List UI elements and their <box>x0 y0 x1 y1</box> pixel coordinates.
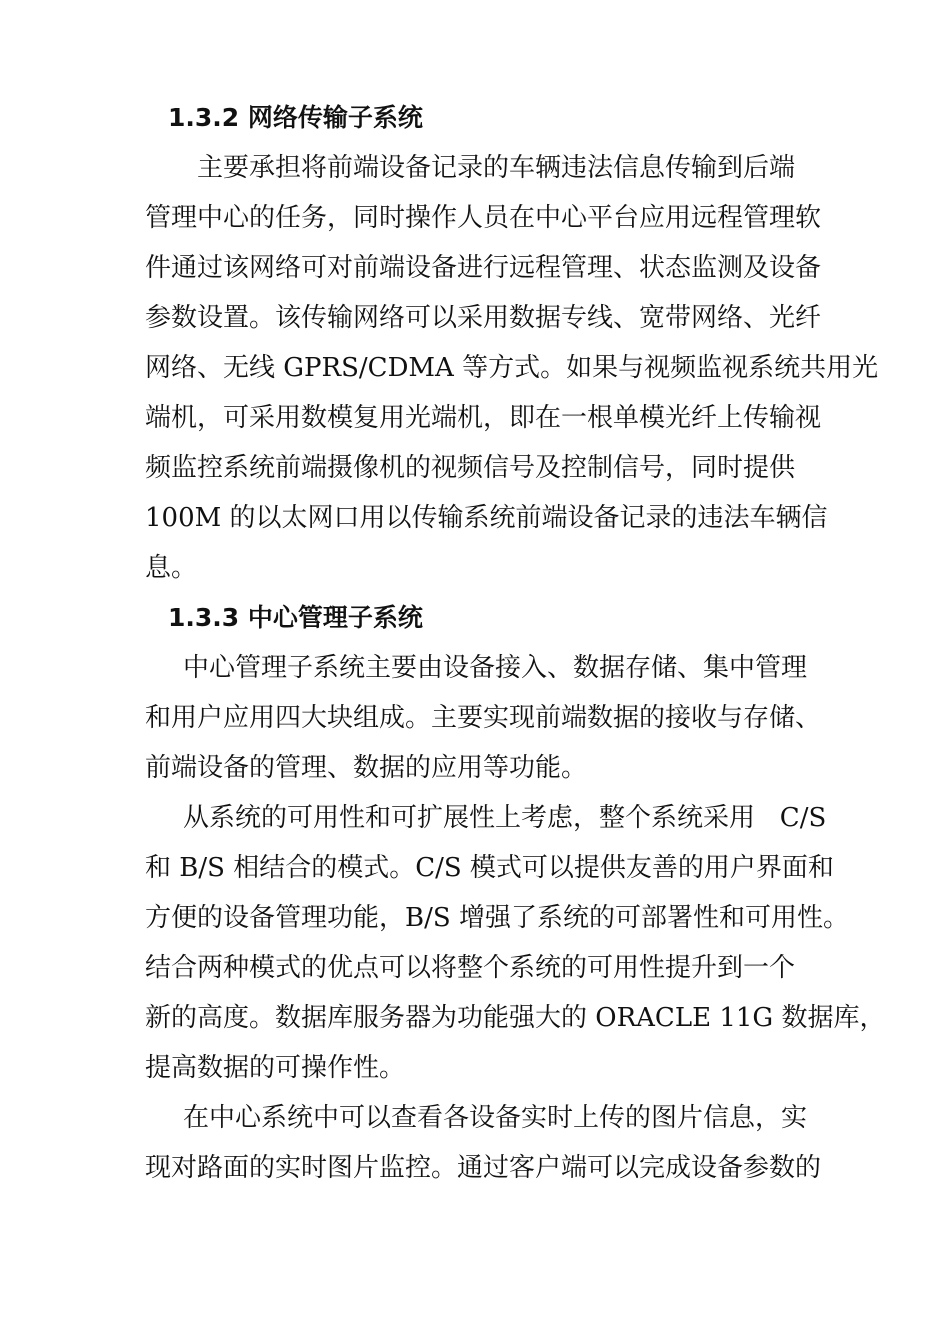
paragraph-line: 现对路面的实时图片监控。通过客户端可以完成设备参数的 <box>145 1153 822 1183</box>
paragraph-line: 结合两种模式的优点可以将整个系统的可用性提升到一个 <box>145 953 796 983</box>
paragraph-line: 参数设置。该传输网络可以采用数据专线、宽带网络、光纤 <box>145 303 822 333</box>
paragraph-line: 和 B/S 相结合的模式。C/S 模式可以提供友善的用户界面和 <box>145 853 834 883</box>
paragraph-line: 管理中心的任务，同时操作人员在中心平台应用远程管理软 <box>145 203 822 233</box>
paragraph-line: 提高数据的可操作性。 <box>145 1053 406 1083</box>
paragraph-line: 中心管理子系统主要由设备接入、数据存储、集中管理 <box>183 653 808 683</box>
paragraph-line: 和用户应用四大块组成。主要实现前端数据的接收与存储、 <box>145 703 822 733</box>
paragraph-line: 端机，可采用数模复用光端机，即在一根单模光纤上传输视 <box>145 403 822 433</box>
paragraph-line: 100M 的以太网口用以传输系统前端设备记录的违法车辆信 <box>145 503 828 533</box>
paragraph-line: 从系统的可用性和可扩展性上考虑，整个系统采用 C/S <box>183 803 827 833</box>
paragraph-line: 新的高度。数据库服务器为功能强大的 ORACLE 11G 数据库， <box>145 1003 886 1033</box>
paragraph-line: 前端设备的管理、数据的应用等功能。 <box>145 753 588 783</box>
paragraph-line: 在中心系统中可以查看各设备实时上传的图片信息，实 <box>183 1103 808 1133</box>
section-heading: 1.3.2 网络传输子系统 <box>168 103 423 132</box>
paragraph-line: 频监控系统前端摄像机的视频信号及控制信号，同时提供 <box>145 453 796 483</box>
paragraph-line: 方便的设备管理功能，B/S 增强了系统的可部署性和可用性。 <box>145 903 849 933</box>
section-heading: 1.3.3 中心管理子系统 <box>168 603 423 632</box>
paragraph-line: 件通过该网络可对前端设备进行远程管理、状态监测及设备 <box>145 253 822 283</box>
paragraph-line: 主要承担将前端设备记录的车辆违法信息传输到后端 <box>197 153 796 183</box>
paragraph-line: 网络、无线 GPRS/CDMA 等方式。如果与视频监视系统共用光 <box>145 353 879 383</box>
paragraph-line: 息。 <box>145 553 198 583</box>
